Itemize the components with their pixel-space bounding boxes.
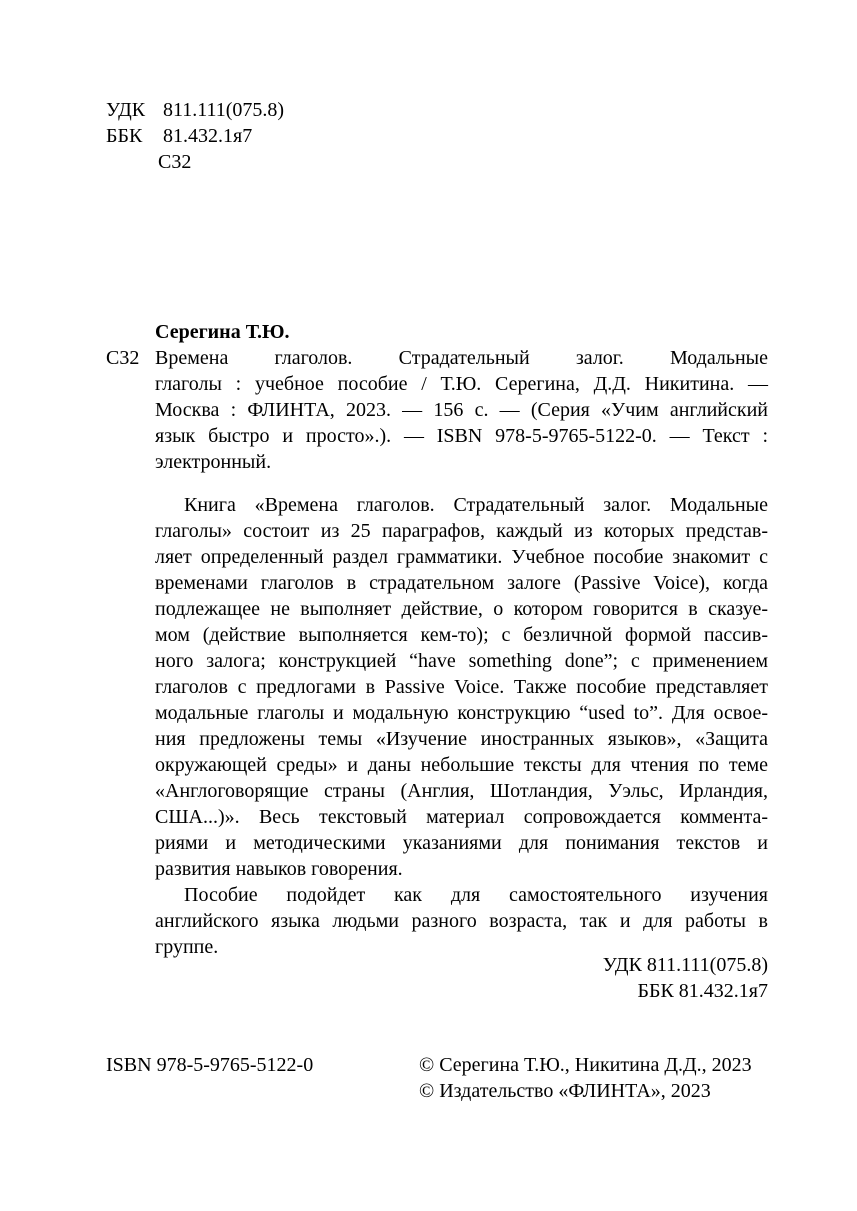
annotation-line: временами глаголов в страдательном залоге (Passive Voice), когда	[155, 572, 768, 594]
bbk-row	[106, 123, 284, 149]
classification-footer	[400, 952, 768, 1004]
annotation-line: развития навыков говорения.	[155, 858, 403, 880]
bbk-value: 81.432.1я7	[163, 125, 253, 147]
record-line: язык быстро и просто».). — ISBN 978-5-9765-5122-0. — Текст :	[155, 425, 768, 447]
annotation-line: «Англоговорящие страны (Англия, Шотландия, Уэльс, Ирландия,	[155, 780, 768, 802]
record-line: глаголы : учебное пособие / Т.Ю. Серегина, Д.Д. Никитина. —	[155, 373, 768, 395]
author-mark-top: С32	[158, 151, 192, 173]
copyright-authors: © Серегина Т.Ю., Никитина Д.Д., 2023	[419, 1054, 752, 1076]
annotation-line: мом (действие выполняется кем-то); с безличной формой пассив-	[155, 624, 768, 646]
record-author: Серегина Т.Ю.	[155, 321, 290, 343]
annotation-line: риями и методическими указаниями для понимания текстов и	[155, 832, 768, 854]
annotation-line: модальные глаголы и модальную конструкцию “used to”. Для освое-	[155, 702, 768, 724]
annotation-line: подлежащее не выполняет действие, о котором говорится в сказуе-	[155, 598, 768, 620]
annotation-line: группе.	[155, 936, 219, 958]
record-line: Времена глаголов. Страдательный залог. Модальные	[155, 347, 768, 369]
record-line: Москва : ФЛИНТА, 2023. — 156 с. — (Серия «Учим английский	[155, 399, 768, 421]
annotation-line: глаголы» состоит из 25 параграфов, каждый из которых представ-	[155, 520, 768, 542]
annotation-line: ния предложены темы «Изучение иностранных языков», «Защита	[155, 728, 768, 750]
bbk-label: ББК	[106, 125, 143, 147]
annotation-line: Пособие подойдет как для самостоятельного изучения	[184, 884, 768, 906]
annotation-line: ного залога; конструкцией “have something done”; с применением	[155, 650, 768, 672]
udk-row	[106, 97, 284, 123]
annotation-line: ляет определенный раздел грамматики. Учебное пособие знакомит с	[155, 546, 768, 568]
classification-header	[106, 97, 284, 175]
isbn: ISBN 978-5-9765-5122-0	[106, 1054, 314, 1076]
copyright-publisher: © Издательство «ФЛИНТА», 2023	[419, 1080, 711, 1102]
udk-value: 811.111(075.8)	[163, 99, 285, 121]
annotation-line: Книга «Времена глаголов. Страдательный залог. Модальные	[184, 494, 768, 516]
annotation-line: глаголов с предлогами в Passive Voice. Также пособие представляет	[155, 676, 768, 698]
annotation-line: окружающей среды» и даны небольшие тексты для чтения по теме	[155, 754, 768, 776]
annotation-line: США...)». Весь текстовый материал сопровождается коммента-	[155, 806, 768, 828]
udk-label: УДК	[106, 99, 146, 121]
copyright	[419, 1052, 752, 1104]
annotation-line: английского языка людьми разного возраста, так и для работы в	[155, 910, 768, 932]
udk-footer: УДК 811.111(075.8)	[602, 954, 768, 976]
record-line: электронный.	[155, 451, 272, 473]
annotation	[155, 492, 768, 960]
record-author-mark: С32	[106, 347, 140, 369]
bibliographic-record	[155, 345, 768, 475]
bbk-footer: ББК 81.432.1я7	[637, 980, 768, 1002]
